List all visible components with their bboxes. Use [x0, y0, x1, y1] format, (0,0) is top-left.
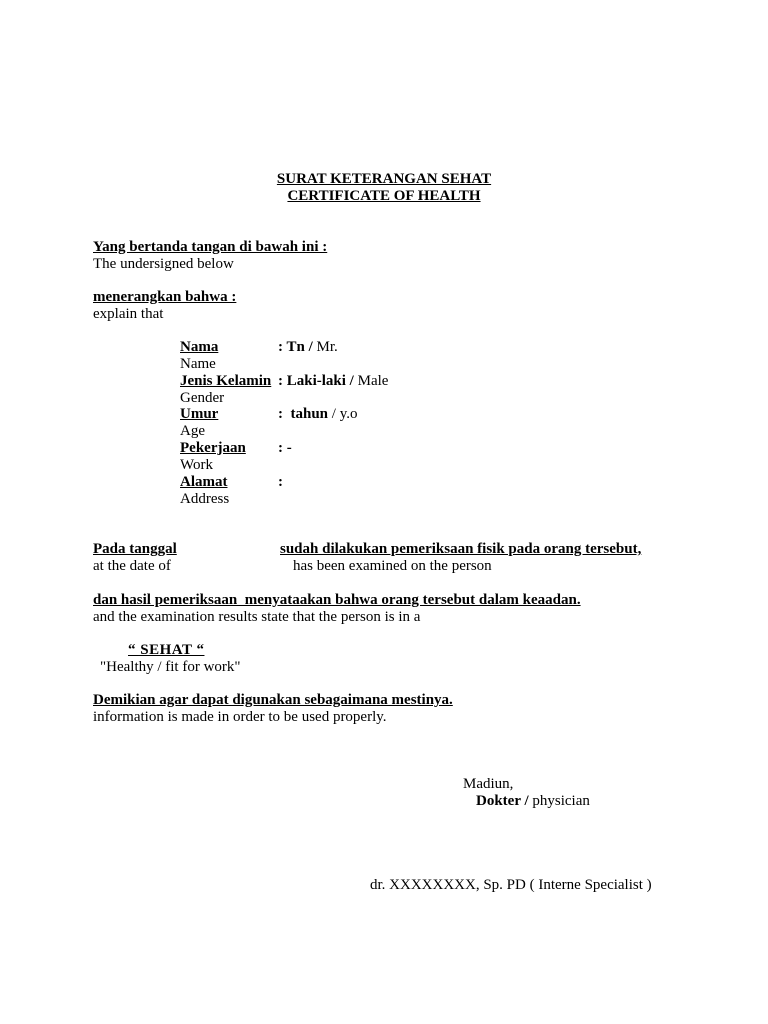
field-age-label-en: Age: [180, 423, 205, 439]
field-age-value: [278, 406, 357, 423]
field-address-label-en: Address: [180, 491, 230, 507]
field-job-label-en: Work: [180, 457, 213, 473]
signature-role-id: Dokter: [476, 793, 521, 809]
field-address-sep: :: [278, 474, 283, 490]
signature-role: [476, 793, 590, 810]
status-id: “ SEHAT “: [128, 642, 205, 658]
field-gender-sep: : Laki-laki /: [278, 373, 354, 389]
title-en: CERTIFICATE OF HEALTH: [287, 188, 481, 204]
result-en: and the examination results state that the person is in a: [93, 609, 421, 625]
field-age-label: Umur: [180, 406, 219, 422]
signature-place: Madiun,: [463, 776, 514, 792]
field-gender-label-en: Gender: [180, 390, 225, 406]
result-id: dan hasil pemeriksaan menyataakan bahwa orang tersebut dalam keaadan.: [93, 592, 581, 608]
date-label-en: at the date of: [93, 558, 171, 574]
field-job-value: [278, 440, 292, 457]
field-age-sep: : tahun: [278, 406, 329, 422]
intro-id: Yang bertanda tangan di bawah ini :: [93, 239, 328, 255]
date-label-id: Pada tanggal: [93, 541, 177, 557]
closing-id: Demikian agar dapat digunakan sebagaimana mestinya.: [93, 692, 453, 708]
field-gender-label: Jenis Kelamin: [180, 373, 272, 389]
field-job-label: Pekerjaan: [180, 440, 246, 456]
field-address-value: [278, 474, 283, 491]
date-statement-en: has been examined on the person: [293, 558, 492, 574]
field-gender-value: [278, 373, 388, 390]
field-address-label: Alamat: [180, 474, 228, 490]
field-job-sep: : -: [278, 440, 292, 456]
field-name-sep: : Tn /: [278, 339, 313, 355]
field-name-label-en: Name: [180, 356, 216, 372]
doctor-name: dr. XXXXXXXX, Sp. PD ( Interne Specialist ): [370, 877, 652, 893]
signature-role-sep: /: [520, 793, 533, 809]
title-id: SURAT KETERANGAN SEHAT: [276, 171, 492, 187]
field-name-text: Mr.: [316, 339, 338, 355]
field-name-label: Nama: [180, 339, 219, 355]
closing-en: information is made in order to be used properly.: [93, 709, 387, 725]
status-en: "Healthy / fit for work": [100, 659, 241, 675]
intro-en: The undersigned below: [93, 256, 234, 272]
signature-role-en: physician: [532, 793, 590, 809]
field-age-text: / y.o: [331, 406, 358, 422]
date-statement-id: sudah dilakukan pemeriksaan fisik pada orang tersebut,: [280, 541, 642, 557]
explain-en: explain that: [93, 306, 164, 322]
explain-id: menerangkan bahwa :: [93, 289, 237, 305]
field-name-value: [278, 339, 338, 356]
field-gender-text: Male: [357, 373, 389, 389]
